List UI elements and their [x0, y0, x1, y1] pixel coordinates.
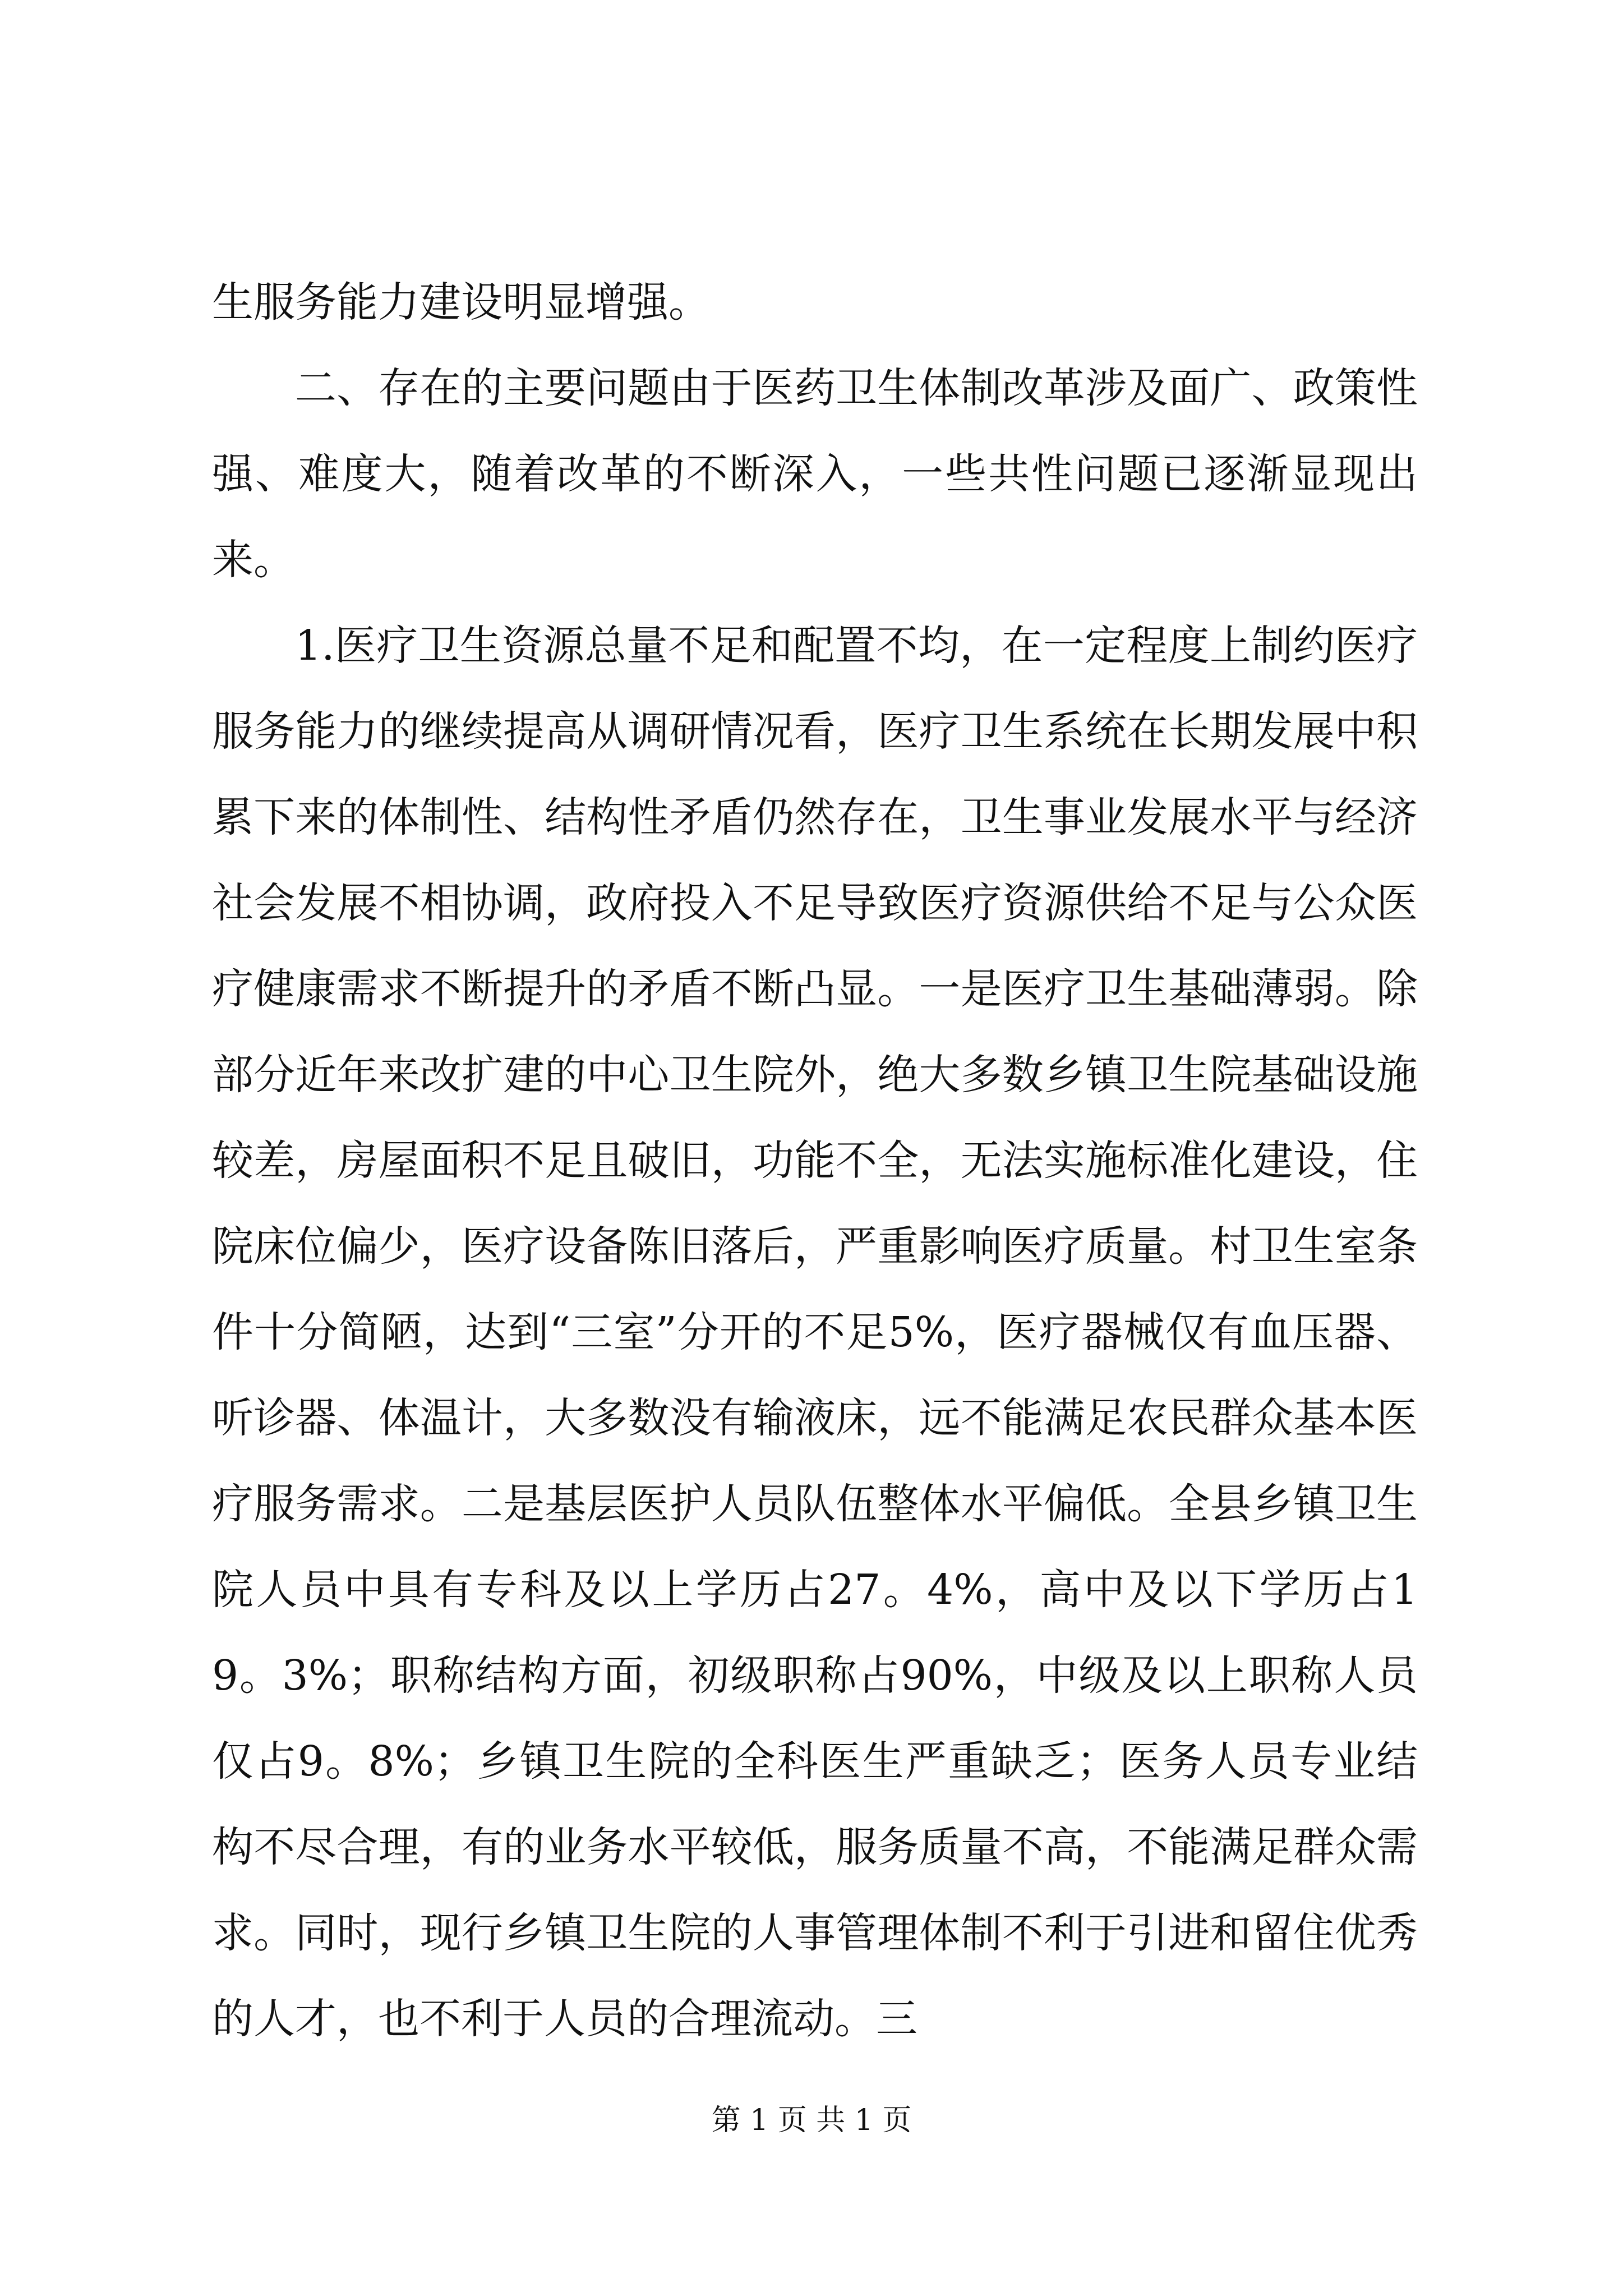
paragraph-1: 生服务能力建设明显增强。: [212, 278, 710, 326]
page-footer: 第 1 页 共 1 页: [711, 2104, 912, 2137]
document-body: [212, 260, 1418, 2062]
paragraph-2: 二、存在的主要问题由于医药卫生体制改革涉及面广、政策性强、难度大，随着改革的不断深入，一些共性问题已逐渐显现出来。: [212, 364, 1418, 584]
paragraph-3: 1.医疗卫生资源总量不足和配置不均，在一定程度上制约医疗服务能力的继续提高从调研情况看，医疗卫生系统在长期发展中积累下来的体制性、结构性矛盾仍然存在，卫生事业发展水平与经济社会发展不相协调，政府投入不足导致医疗资源供给不足与公众医疗健康需求不断提升的矛盾不断凸显。一是医疗卫生基础薄弱。除部分近年来改扩建的中心卫生院外，绝大多数乡镇卫生院基础设施较差，房屋面积不足且破旧，功能不全，无法实施标准化建设，住院床位偏少，医疗设备陈旧落后，严重影响医疗质量。村卫生室条件十分简陋，达到“三室”分开的不足5%，医疗器械仅有血压器、听诊器、体温计，大多数没有输液床，远不能满足农民群众基本医疗服务需求。二是基层医护人员队伍整体水平偏低。全县乡镇卫生院人员中具有专科及以上学历占27。4%，高中及以下学历占19。3%；职称结构方面，初级职称占90%，中级及以上职称人员仅占9。8%；乡镇卫生院的全科医生严重缺乏；医务人员专业结构不尽合理，有的业务水平较低，服务质量不高，不能满足群众需求。同时，现行乡镇卫生院的人事管理体制不利于引进和留住优秀的人才，也不利于人员的合理流动。三: [212, 622, 1418, 2043]
